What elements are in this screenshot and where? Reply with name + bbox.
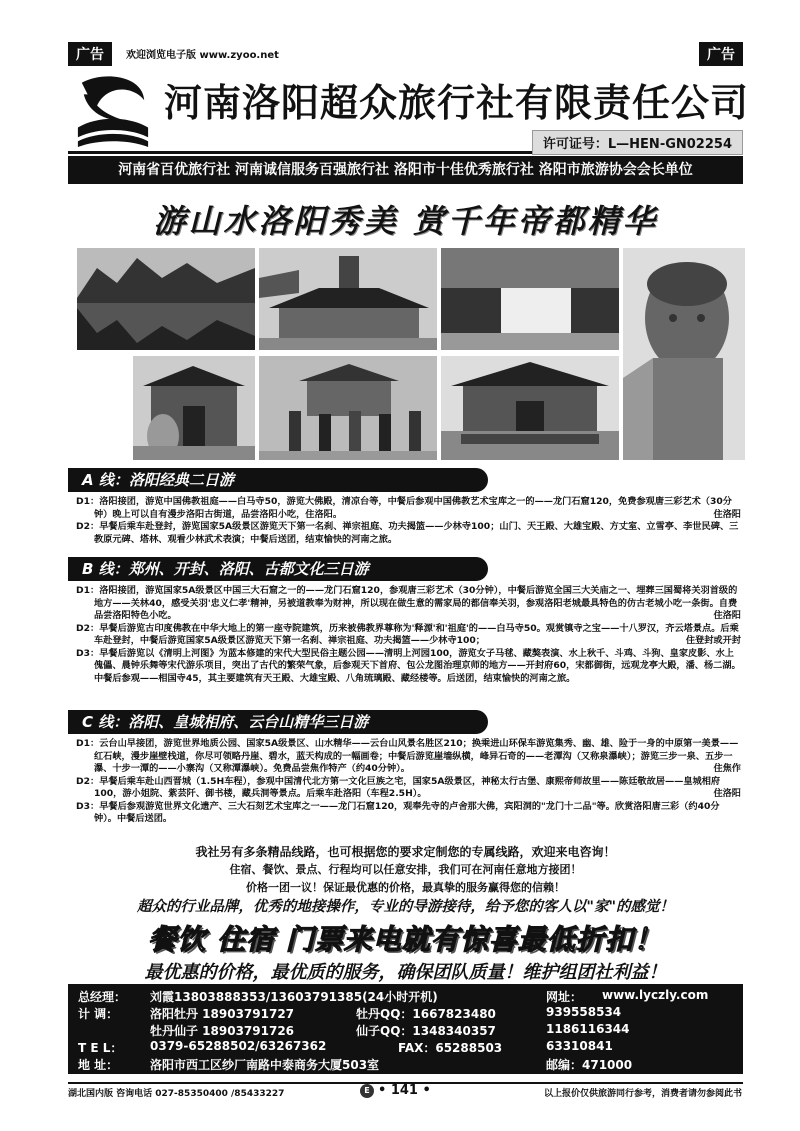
line-b-day1: D1：洛阳接团，游览国家5A级景区中国三大石窟之一的——龙门石窟120，参观唐三彩艺术（30分钟），中餐后游览全国三大关庙之一、埋葬三国蜀将关羽首级的地方——关林40，感受关羽'忠义仁孝'精神，另被道教奉为财神，所以现在做生意的需家局的都信奉关羽，参观洛阳老城最具特色的仿古老城小吃一条街。自费品尝洛阳特色小吃。 住洛阳 (76, 585, 741, 621)
page-number (360, 1083, 431, 1098)
address-value: 洛阳市西工区纱厂南路中泰商务大厦503室 (150, 1058, 380, 1072)
website-link[interactable]: www.lyczly.com (602, 988, 709, 1002)
website-label: 网址： (546, 990, 583, 1004)
photo-collage (77, 248, 745, 460)
dispatch-label: 计 调： (78, 1007, 119, 1021)
company-logo (74, 70, 152, 150)
gm-phone[interactable]: 刘霞13803888353/13603791385(24小时开机) (150, 990, 438, 1004)
promo-custom-routes: 我社另有多条精品线路，也可根据您的要求定制您的专属线路，欢迎来电咨询！ (195, 845, 616, 859)
ad-label-right: 广告 (699, 42, 743, 66)
line-b-day2: D2：早餐后游览古印度佛教在中华大地上的第一座寺院建筑，历来被佛教界尊称为'释源'和'祖庭'的——白马寺50。观赏镇寺之宝——十八罗汉，齐云塔景点。后乘车赴登封，中餐后游览国家5A级景区游览天下第一名刹、禅宗祖庭、功夫揭篮——少林寺100； 住登封或开封 (76, 622, 741, 646)
dispatch2-qq: 仙子QQ：1348340357 (356, 1024, 496, 1038)
line-a-title: A 线：洛阳经典二日游 (68, 468, 488, 492)
line-a-day1: D1：洛阳接团，游览中国佛教祖庭——白马寺50，游览大佛殿，清凉台等，中餐后参观中国佛教艺术宝库之一的——龙门石窟120，免费参观唐三彩艺术（30分钟）晚上可以自有漫步洛阳古街道，品尝洛阳小吃，住洛阳。 住洛阳 (76, 496, 741, 520)
footer-disclaimer: 以上报价仅供旅游同行参考，消费者请勿参阅此书 (543, 1089, 742, 1099)
gm-label: 总经理： (78, 990, 127, 1004)
license-number: 许可证号：L—HEN-GN02254 (532, 130, 743, 155)
top-site-text: 欢迎浏览电子版 www.zyoo.net (126, 50, 279, 61)
photo-buddha-statue (623, 248, 745, 460)
line-b-itinerary (76, 585, 741, 685)
promo-arrangements: 住宿、餐饮、景点、行程均可以任意安排，我们可在河南任意地方接团！ (229, 863, 582, 876)
page-number-text: • 141 • (378, 1083, 431, 1098)
photo-shaolin-temple (441, 356, 619, 460)
dispatch2-qq2: 1186116344 (546, 1022, 630, 1036)
promo-discount: 餐饮 住宿 门票来电就有惊喜最低折扣！ (148, 923, 663, 956)
line-c-day1: D1：云台山早接团，游览世界地质公园、国家5A级景区、山水精华——云台山风景名胜区210；换乘进山环保车游览集秀、幽、雄、险于一身的中原第一美景——红石峡，漫步崖壁栈道，你尽可领略丹崖、碧水，蓝天构成的一幅画卷；中餐后游览崖墙纵横，峰异石奇的——老潭沟（又称泉瀑峡）；游览三步一泉、五步一瀑、十步一潭的——小寨沟（又称潭瀑峡）。免费品尝焦作特产（约40分钟）。 住焦作 (76, 738, 741, 774)
tel-label: T E L： (78, 1041, 123, 1055)
line-a-itinerary (76, 496, 741, 546)
photo-monks-ceremony (259, 356, 437, 460)
contact-panel (68, 984, 743, 1074)
line-c-day3: D3：早餐后参观游览世界文化遗产、三大石刻艺术宝库之一——龙门石窟120，观奉先寺的卢舍那大佛，宾阳洞的"龙门十二品"等。欣赏洛阳唐三彩（约40分钟）。中餐后送团。 (76, 800, 720, 824)
photo-mountain-lake (77, 248, 255, 350)
fax-value-2: 63310841 (546, 1039, 613, 1053)
line-c-day2: D2：早餐后乘车赴山西晋城（1.5H车程），参观中国清代北方第一文化巨族之宅，国家5A级景区，神秘太行古堡、康熙帝师故里——陈廷敬故居——皇城相府100，游小姐院、紫芸阡、御书楼，藏兵洞等景点。后乘车赴洛阳（车程2.5H）。 住洛阳 (76, 775, 741, 799)
line-a-day2: D2：早餐后乘车赴登封，游览国家5A级景区游览天下第一名刹、禅宗祖庭、功夫揭篮——少林寺100；山门、天王殿、大雄宝殿、方丈室、立雪亭、李世民碑、三教原元碑、塔林、观看少林武术表演；中餐后送团，结束愉快的河南之旅。 (76, 521, 739, 545)
dispatch1-qq: 牡丹QQ：1667823480 (356, 1007, 496, 1021)
honors-bar: 河南省百优旅行社 河南诚信服务百强旅行社 洛阳市十佳优秀旅行社 洛阳市旅游协会会长单位 (68, 156, 743, 184)
dispatch1-qq2: 939558534 (546, 1005, 622, 1019)
promo-brand: 超众的行业品牌，优秀的地接操作，专业的导游接待，给予您的客人以"家"的感觉！ (136, 899, 675, 915)
page-badge-icon: E (360, 1084, 374, 1098)
ad-label-left: 广告 (68, 42, 112, 66)
slogan: 游山水洛阳秀美 赏千年帝都精华 (153, 202, 658, 240)
fax-value: FAX：65288503 (398, 1041, 503, 1055)
company-name: 河南洛阳超众旅行社有限责任公司 (164, 80, 750, 125)
line-b-title: B 线：郑州、开封、洛阳、古都文化三日游 (68, 557, 488, 581)
line-c-itinerary (76, 738, 741, 826)
dispatch1-phone[interactable]: 洛阳牡丹 18903791727 (150, 1007, 295, 1021)
zip-code: 邮编：471000 (546, 1058, 633, 1072)
company-header (68, 64, 750, 154)
footer-edition-info: 湖北国内版 咨询电话 027-85350400 /85433227 (68, 1089, 285, 1099)
dispatch2-phone[interactable]: 牡丹仙子 18903791726 (150, 1024, 295, 1038)
photo-temple-complex (259, 248, 437, 350)
promo-pricing: 价格一团一议！保证最优惠的价格，最真挚的服务赢得您的信赖！ (246, 881, 565, 894)
line-b-day3: D3：早餐后游览以《清明上河图》为蓝本修建的宋代大型民俗主题公园——清明上河园100，游览女子马毬、藏獒表演、水上秋千、斗鸡、斗狗、皇家皮影、水上傀儡、晨钟乐舞等宋代游乐项目，突出了古代的繁荣气象，后参观天下首府、包公龙图治理京师的地方——开封府60，宋都御街，远观龙亭大殿，潘、杨二湖。中餐后参观——相国寺45，其主要建筑有天王殿、大雄宝殿、八角琉璃殿、藏经楼等。后送团，结束愉快的河南之旅。 (76, 647, 741, 684)
tel-value[interactable]: 0379-65288502/63267362 (150, 1039, 327, 1053)
promo-quality: 最优惠的价格，最优质的服务，确保团队质量！维护组团社利益！ (144, 962, 667, 983)
line-c-title: C 线：洛阳、皇城相府、云台山精华三日游 (68, 710, 488, 734)
photo-temple-gate-lion (133, 356, 255, 460)
address-label: 地 址： (78, 1058, 119, 1072)
photo-waterfall (441, 248, 619, 350)
